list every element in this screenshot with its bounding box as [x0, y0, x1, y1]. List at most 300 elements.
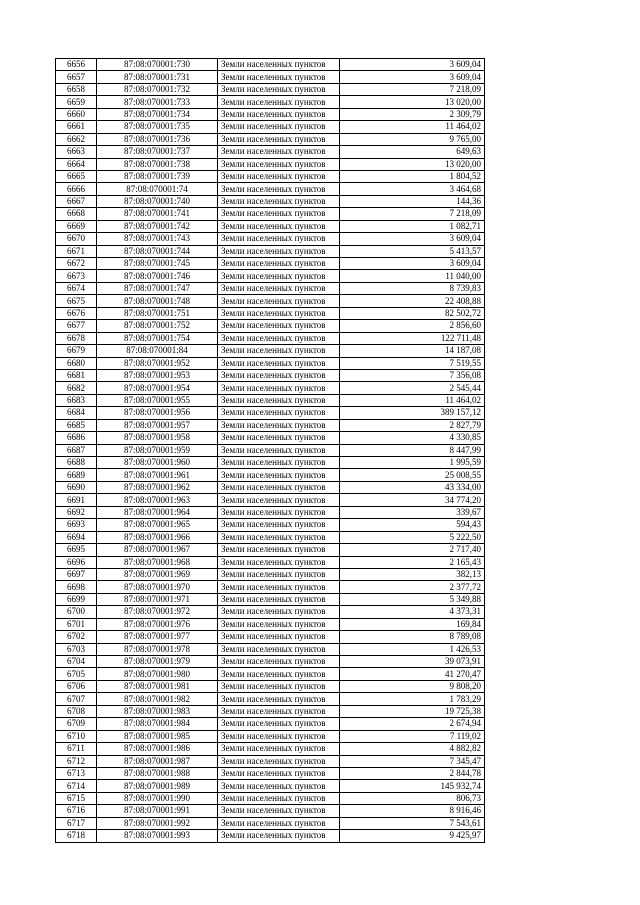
table-row [56, 419, 485, 431]
land-category-cell: Земли населенных пунктов [218, 295, 340, 307]
cadastral-number-cell: 87:08:070001:967 [97, 544, 218, 556]
table-row [56, 133, 485, 145]
row-number-cell: 6671 [56, 245, 97, 257]
cadastral-value-cell: 19 725,38 [340, 705, 485, 717]
table-row [56, 581, 485, 593]
table-row [56, 618, 485, 630]
cadastral-value-cell: 3 609,04 [340, 233, 485, 245]
land-category-cell: Земли населенных пунктов [218, 718, 340, 730]
row-number-cell: 6707 [56, 693, 97, 705]
land-category-cell: Земли населенных пунктов [218, 556, 340, 568]
cadastral-number-cell: 87:08:070001:740 [97, 195, 218, 207]
row-number-cell: 6686 [56, 432, 97, 444]
land-category-cell: Земли населенных пунктов [218, 270, 340, 282]
cadastral-number-cell: 87:08:070001:992 [97, 817, 218, 829]
cadastral-value-cell: 1 082,71 [340, 220, 485, 232]
cadastral-number-cell: 87:08:070001:965 [97, 519, 218, 531]
cadastral-value-cell: 594,43 [340, 519, 485, 531]
land-category-cell: Земли населенных пунктов [218, 481, 340, 493]
land-category-cell: Земли населенных пунктов [218, 457, 340, 469]
cadastral-value-cell: 339,67 [340, 506, 485, 518]
table-row [56, 258, 485, 270]
row-number-cell: 6666 [56, 183, 97, 195]
cadastral-number-cell: 87:08:070001:979 [97, 656, 218, 668]
land-category-cell: Земли населенных пунктов [218, 195, 340, 207]
cadastral-number-cell: 87:08:070001:748 [97, 295, 218, 307]
cadastral-value-cell: 2 717,40 [340, 544, 485, 556]
cadastral-number-cell: 87:08:070001:746 [97, 270, 218, 282]
cadastral-value-cell: 2 545,44 [340, 382, 485, 394]
table-row [56, 183, 485, 195]
land-category-cell: Земли населенных пунктов [218, 593, 340, 605]
table-row [56, 71, 485, 83]
row-number-cell: 6677 [56, 320, 97, 332]
cadastral-number-cell: 87:08:070001:972 [97, 606, 218, 618]
cadastral-number-cell: 87:08:070001:988 [97, 767, 218, 779]
table-row [56, 158, 485, 170]
row-number-cell: 6713 [56, 767, 97, 779]
row-number-cell: 6664 [56, 158, 97, 170]
land-category-cell: Земли населенных пунктов [218, 108, 340, 120]
cadastral-number-cell: 87:08:070001:963 [97, 494, 218, 506]
land-category-cell: Земли населенных пунктов [218, 680, 340, 692]
land-category-cell: Земли населенных пунктов [218, 394, 340, 406]
cadastral-number-cell: 87:08:070001:742 [97, 220, 218, 232]
row-number-cell: 6680 [56, 357, 97, 369]
land-category-cell: Земли населенных пунктов [218, 631, 340, 643]
cadastral-value-cell: 8 739,83 [340, 282, 485, 294]
cadastral-number-cell: 87:08:070001:983 [97, 705, 218, 717]
row-number-cell: 6662 [56, 133, 97, 145]
cadastral-number-cell: 87:08:070001:986 [97, 743, 218, 755]
row-number-cell: 6703 [56, 643, 97, 655]
row-number-cell: 6696 [56, 556, 97, 568]
row-number-cell: 6697 [56, 568, 97, 580]
cadastral-value-cell: 2 827,79 [340, 419, 485, 431]
cadastral-number-cell: 87:08:070001:955 [97, 394, 218, 406]
row-number-cell: 6673 [56, 270, 97, 282]
cadastral-number-cell: 87:08:070001:991 [97, 805, 218, 817]
table-row [56, 730, 485, 742]
row-number-cell: 6660 [56, 108, 97, 120]
cadastral-number-cell: 87:08:070001:984 [97, 718, 218, 730]
land-category-cell: Земли населенных пунктов [218, 432, 340, 444]
row-number-cell: 6698 [56, 581, 97, 593]
row-number-cell: 6684 [56, 407, 97, 419]
row-number-cell: 6711 [56, 743, 97, 755]
row-number-cell: 6705 [56, 668, 97, 680]
row-number-cell: 6691 [56, 494, 97, 506]
table-row [56, 805, 485, 817]
cadastral-number-cell: 87:08:070001:752 [97, 320, 218, 332]
row-number-cell: 6695 [56, 544, 97, 556]
row-number-cell: 6670 [56, 233, 97, 245]
table-row [56, 481, 485, 493]
table-row [56, 494, 485, 506]
land-category-cell: Земли населенных пунктов [218, 369, 340, 381]
table-row [56, 345, 485, 357]
cadastral-value-cell: 14 187,08 [340, 345, 485, 357]
land-category-cell: Земли населенных пунктов [218, 506, 340, 518]
land-category-cell: Земли населенных пунктов [218, 307, 340, 319]
cadastral-number-cell: 87:08:070001:985 [97, 730, 218, 742]
cadastral-value-cell: 389 157,12 [340, 407, 485, 419]
cadastral-value-cell: 122 711,48 [340, 332, 485, 344]
table-row [56, 457, 485, 469]
row-number-cell: 6716 [56, 805, 97, 817]
cadastral-value-cell: 9 765,00 [340, 133, 485, 145]
cadastral-value-cell: 1 995,59 [340, 457, 485, 469]
cadastral-number-cell: 87:08:070001:953 [97, 369, 218, 381]
row-number-cell: 6672 [56, 258, 97, 270]
cadastral-number-cell: 87:08:070001:977 [97, 631, 218, 643]
land-category-cell: Земли населенных пунктов [218, 469, 340, 481]
table-row [56, 544, 485, 556]
row-number-cell: 6687 [56, 444, 97, 456]
land-category-cell: Земли населенных пунктов [218, 531, 340, 543]
land-category-cell: Земли населенных пунктов [218, 382, 340, 394]
table-row [56, 593, 485, 605]
table-row [56, 432, 485, 444]
cadastral-number-cell: 87:08:070001:84 [97, 345, 218, 357]
row-number-cell: 6679 [56, 345, 97, 357]
land-category-cell: Земли населенных пунктов [218, 544, 340, 556]
land-category-cell: Земли населенных пунктов [218, 755, 340, 767]
land-category-cell: Земли населенных пунктов [218, 730, 340, 742]
cadastral-number-cell: 87:08:070001:754 [97, 332, 218, 344]
cadastral-value-cell: 806,73 [340, 792, 485, 804]
cadastral-number-cell: 87:08:070001:993 [97, 830, 218, 842]
row-number-cell: 6706 [56, 680, 97, 692]
row-number-cell: 6715 [56, 792, 97, 804]
cadastral-number-cell: 87:08:070001:956 [97, 407, 218, 419]
land-category-cell: Земли населенных пунктов [218, 83, 340, 95]
table-row [56, 146, 485, 158]
cadastral-number-cell: 87:08:070001:961 [97, 469, 218, 481]
table-row [56, 332, 485, 344]
row-number-cell: 6710 [56, 730, 97, 742]
row-number-cell: 6718 [56, 830, 97, 842]
row-number-cell: 6682 [56, 382, 97, 394]
row-number-cell: 6690 [56, 481, 97, 493]
cadastral-number-cell: 87:08:070001:964 [97, 506, 218, 518]
cadastral-value-cell: 3 464,68 [340, 183, 485, 195]
row-number-cell: 6683 [56, 394, 97, 406]
table-row [56, 830, 485, 842]
row-number-cell: 6717 [56, 817, 97, 829]
cadastral-value-cell: 9 808,20 [340, 680, 485, 692]
cadastral-number-cell: 87:08:070001:959 [97, 444, 218, 456]
cadastral-value-cell: 11 040,00 [340, 270, 485, 282]
cadastral-number-cell: 87:08:070001:957 [97, 419, 218, 431]
land-category-cell: Земли населенных пунктов [218, 208, 340, 220]
cadastral-value-cell: 144,36 [340, 195, 485, 207]
land-category-cell: Земли населенных пунктов [218, 59, 340, 71]
cadastral-value-cell: 25 008,55 [340, 469, 485, 481]
cadastral-value-cell: 2 309,79 [340, 108, 485, 120]
land-category-cell: Земли населенных пунктов [218, 656, 340, 668]
table-row [56, 282, 485, 294]
land-category-cell: Земли населенных пунктов [218, 693, 340, 705]
cadastral-value-cell: 7 356,08 [340, 369, 485, 381]
cadastral-value-cell: 22 408,88 [340, 295, 485, 307]
table-row [56, 220, 485, 232]
land-category-cell: Земли населенных пунктов [218, 792, 340, 804]
row-number-cell: 6663 [56, 146, 97, 158]
row-number-cell: 6700 [56, 606, 97, 618]
land-category-cell: Земли населенных пунктов [218, 170, 340, 182]
cadastral-number-cell: 87:08:070001:971 [97, 593, 218, 605]
cadastral-number-cell: 87:08:070001:736 [97, 133, 218, 145]
cadastral-number-cell: 87:08:070001:734 [97, 108, 218, 120]
land-category-cell: Земли населенных пунктов [218, 158, 340, 170]
table-row [56, 320, 485, 332]
cadastral-value-cell: 7 119,02 [340, 730, 485, 742]
table-row [56, 270, 485, 282]
table-row [56, 506, 485, 518]
land-category-cell: Земли населенных пунктов [218, 332, 340, 344]
table-row [56, 59, 485, 71]
land-category-cell: Земли населенных пунктов [218, 668, 340, 680]
cadastral-number-cell: 87:08:070001:982 [97, 693, 218, 705]
land-category-cell: Земли населенных пунктов [218, 618, 340, 630]
row-number-cell: 6676 [56, 307, 97, 319]
row-number-cell: 6667 [56, 195, 97, 207]
table-row [56, 767, 485, 779]
land-category-cell: Земли населенных пунктов [218, 606, 340, 618]
table-row [56, 780, 485, 792]
cadastral-value-cell: 5 413,57 [340, 245, 485, 257]
land-category-cell: Земли населенных пунктов [218, 519, 340, 531]
cadastral-number-cell: 87:08:070001:733 [97, 96, 218, 108]
cadastral-number-cell: 87:08:070001:730 [97, 59, 218, 71]
land-category-cell: Земли населенных пунктов [218, 805, 340, 817]
cadastral-value-cell: 2 377,72 [340, 581, 485, 593]
cadastral-number-cell: 87:08:070001:743 [97, 233, 218, 245]
row-number-cell: 6693 [56, 519, 97, 531]
cadastral-number-cell: 87:08:070001:966 [97, 531, 218, 543]
cadastral-value-cell: 2 674,94 [340, 718, 485, 730]
cadastral-number-cell: 87:08:070001:745 [97, 258, 218, 270]
cadastral-value-cell: 11 464,02 [340, 121, 485, 133]
table-row [56, 208, 485, 220]
cadastral-number-cell: 87:08:070001:732 [97, 83, 218, 95]
land-category-cell: Земли населенных пунктов [218, 357, 340, 369]
land-category-cell: Земли населенных пунктов [218, 71, 340, 83]
cadastral-value-cell: 3 609,04 [340, 71, 485, 83]
cadastral-number-cell: 87:08:070001:968 [97, 556, 218, 568]
land-category-cell: Земли населенных пунктов [218, 96, 340, 108]
table-row [56, 693, 485, 705]
cadastral-number-cell: 87:08:070001:737 [97, 146, 218, 158]
cadastral-number-cell: 87:08:070001:990 [97, 792, 218, 804]
cadastral-number-cell: 87:08:070001:958 [97, 432, 218, 444]
table-row [56, 170, 485, 182]
row-number-cell: 6712 [56, 755, 97, 767]
cadastral-number-cell: 87:08:070001:987 [97, 755, 218, 767]
row-number-cell: 6689 [56, 469, 97, 481]
land-category-cell: Земли населенных пунктов [218, 643, 340, 655]
table-row [56, 743, 485, 755]
cadastral-value-cell: 9 425,97 [340, 830, 485, 842]
land-category-cell: Земли населенных пунктов [218, 743, 340, 755]
cadastral-value-cell: 1 783,29 [340, 693, 485, 705]
table-row [56, 680, 485, 692]
row-number-cell: 6669 [56, 220, 97, 232]
cadastral-number-cell: 87:08:070001:981 [97, 680, 218, 692]
cadastral-number-cell: 87:08:070001:989 [97, 780, 218, 792]
row-number-cell: 6658 [56, 83, 97, 95]
land-category-cell: Земли населенных пунктов [218, 419, 340, 431]
land-category-cell: Земли населенных пунктов [218, 830, 340, 842]
land-category-cell: Земли населенных пунктов [218, 233, 340, 245]
land-category-cell: Земли населенных пунктов [218, 345, 340, 357]
table-row [56, 718, 485, 730]
cadastral-value-cell: 169,84 [340, 618, 485, 630]
cadastral-value-cell: 4 882,82 [340, 743, 485, 755]
cadastral-value-cell: 2 856,60 [340, 320, 485, 332]
table-row [56, 519, 485, 531]
table-row [56, 556, 485, 568]
cadastral-value-cell: 7 345,47 [340, 755, 485, 767]
cadastral-number-cell: 87:08:070001:954 [97, 382, 218, 394]
cadastral-value-cell: 1 426,53 [340, 643, 485, 655]
row-number-cell: 6702 [56, 631, 97, 643]
cadastral-value-cell: 7 543,61 [340, 817, 485, 829]
cadastral-number-cell: 87:08:070001:739 [97, 170, 218, 182]
cadastral-value-cell: 34 774,20 [340, 494, 485, 506]
table-row [56, 96, 485, 108]
land-category-cell: Земли населенных пунктов [218, 817, 340, 829]
table-row [56, 108, 485, 120]
cadastral-value-cell: 39 073,91 [340, 656, 485, 668]
table-row [56, 369, 485, 381]
land-category-cell: Земли населенных пунктов [218, 444, 340, 456]
row-number-cell: 6665 [56, 170, 97, 182]
row-number-cell: 6668 [56, 208, 97, 220]
table-row [56, 195, 485, 207]
row-number-cell: 6675 [56, 295, 97, 307]
table-row [56, 568, 485, 580]
row-number-cell: 6701 [56, 618, 97, 630]
land-category-cell: Земли населенных пунктов [218, 581, 340, 593]
cadastral-value-cell: 3 609,04 [340, 59, 485, 71]
row-number-cell: 6708 [56, 705, 97, 717]
cadastral-value-table [55, 58, 485, 843]
table-row [56, 643, 485, 655]
table-row [56, 245, 485, 257]
cadastral-value-cell: 7 519,55 [340, 357, 485, 369]
row-number-cell: 6688 [56, 457, 97, 469]
table-row [56, 705, 485, 717]
cadastral-number-cell: 87:08:070001:952 [97, 357, 218, 369]
cadastral-number-cell: 87:08:070001:980 [97, 668, 218, 680]
cadastral-number-cell: 87:08:070001:747 [97, 282, 218, 294]
land-category-cell: Земли населенных пунктов [218, 121, 340, 133]
row-number-cell: 6685 [56, 419, 97, 431]
cadastral-number-cell: 87:08:070001:751 [97, 307, 218, 319]
row-number-cell: 6704 [56, 656, 97, 668]
land-category-cell: Земли населенных пунктов [218, 705, 340, 717]
cadastral-number-cell: 87:08:070001:738 [97, 158, 218, 170]
cadastral-value-cell: 11 464,02 [340, 394, 485, 406]
cadastral-value-cell: 7 218,09 [340, 83, 485, 95]
table-row [56, 382, 485, 394]
table-row [56, 755, 485, 767]
land-category-cell: Земли населенных пунктов [218, 133, 340, 145]
row-number-cell: 6656 [56, 59, 97, 71]
table-row [56, 407, 485, 419]
row-number-cell: 6674 [56, 282, 97, 294]
row-number-cell: 6659 [56, 96, 97, 108]
table-row [56, 631, 485, 643]
land-category-cell: Земли населенных пунктов [218, 494, 340, 506]
table-row [56, 83, 485, 95]
table-row [56, 444, 485, 456]
land-category-cell: Земли населенных пунктов [218, 767, 340, 779]
cadastral-value-cell: 382,13 [340, 568, 485, 580]
land-category-cell: Земли населенных пунктов [218, 258, 340, 270]
land-category-cell: Земли населенных пунктов [218, 568, 340, 580]
cadastral-number-cell: 87:08:070001:960 [97, 457, 218, 469]
cadastral-number-cell: 87:08:070001:978 [97, 643, 218, 655]
cadastral-value-cell: 82 502,72 [340, 307, 485, 319]
land-category-cell: Земли населенных пунктов [218, 282, 340, 294]
row-number-cell: 6692 [56, 506, 97, 518]
cadastral-value-cell: 13 020,00 [340, 158, 485, 170]
row-number-cell: 6694 [56, 531, 97, 543]
row-number-cell: 6709 [56, 718, 97, 730]
cadastral-number-cell: 87:08:070001:970 [97, 581, 218, 593]
table-row [56, 469, 485, 481]
row-number-cell: 6714 [56, 780, 97, 792]
table-body [56, 59, 485, 843]
land-category-cell: Земли населенных пунктов [218, 183, 340, 195]
table-row [56, 792, 485, 804]
cadastral-value-cell: 5 222,50 [340, 531, 485, 543]
table-row [56, 668, 485, 680]
table-row [56, 394, 485, 406]
table-row [56, 817, 485, 829]
cadastral-value-cell: 43 334,00 [340, 481, 485, 493]
cadastral-number-cell: 87:08:070001:735 [97, 121, 218, 133]
land-category-cell: Земли населенных пунктов [218, 146, 340, 158]
cadastral-value-cell: 7 218,09 [340, 208, 485, 220]
cadastral-number-cell: 87:08:070001:962 [97, 481, 218, 493]
table-row [56, 357, 485, 369]
cadastral-value-cell: 1 804,52 [340, 170, 485, 182]
cadastral-number-cell: 87:08:070001:74 [97, 183, 218, 195]
row-number-cell: 6661 [56, 121, 97, 133]
table-row [56, 295, 485, 307]
table-row [56, 121, 485, 133]
cadastral-number-cell: 87:08:070001:969 [97, 568, 218, 580]
table-row [56, 656, 485, 668]
row-number-cell: 6657 [56, 71, 97, 83]
cadastral-number-cell: 87:08:070001:741 [97, 208, 218, 220]
cadastral-number-cell: 87:08:070001:731 [97, 71, 218, 83]
cadastral-number-cell: 87:08:070001:976 [97, 618, 218, 630]
land-category-cell: Земли населенных пунктов [218, 320, 340, 332]
row-number-cell: 6681 [56, 369, 97, 381]
cadastral-value-cell: 2 844,78 [340, 767, 485, 779]
table-row [56, 531, 485, 543]
land-category-cell: Земли населенных пунктов [218, 245, 340, 257]
cadastral-value-cell: 8 916,46 [340, 805, 485, 817]
cadastral-value-cell: 41 270,47 [340, 668, 485, 680]
cadastral-value-cell: 5 349,88 [340, 593, 485, 605]
cadastral-value-cell: 2 165,43 [340, 556, 485, 568]
